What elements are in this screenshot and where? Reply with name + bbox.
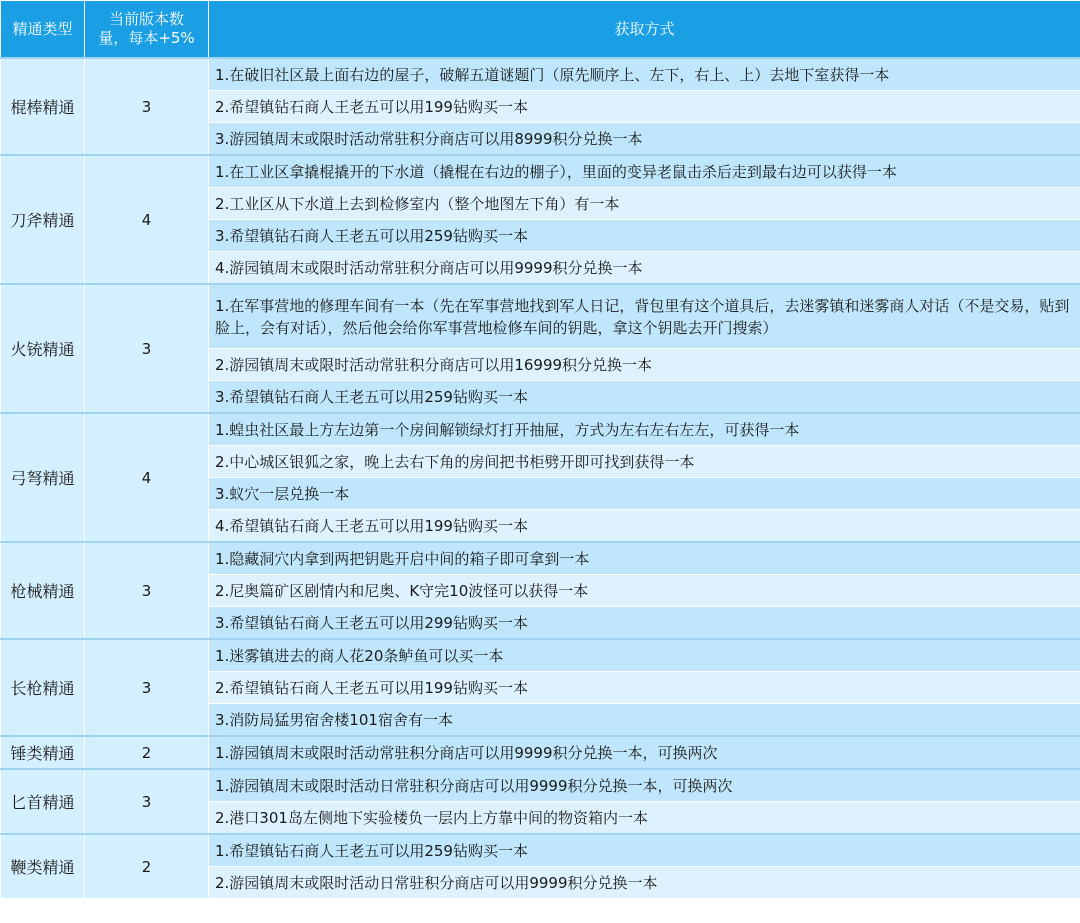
- acquire-method-cell: 3.希望镇钻石商人王老五可以用259钻购买一本: [209, 381, 1080, 414]
- mastery-count-cell: 3: [85, 284, 209, 413]
- acquire-method-cell: 3.希望镇钻石商人王老五可以用299钻购买一本: [209, 607, 1080, 640]
- table-body: [1, 58, 1080, 899]
- acquire-method-cell: 1.蝗虫社区最上方左边第一个房间解锁绿灯打开抽屉，方式为左右左右左左，可获得一本: [209, 413, 1080, 446]
- acquire-method-cell: 2.游园镇周末或限时活动日常驻积分商店可以用9999积分兑换一本: [209, 867, 1080, 899]
- header-count-line2: 量，每本+5%: [98, 29, 195, 47]
- mastery-type-cell: 棍棒精通: [1, 58, 85, 155]
- mastery-count-cell: 4: [85, 155, 209, 284]
- mastery-count-cell: 2: [85, 834, 209, 899]
- header-acquire-method: 获取方式: [209, 1, 1080, 59]
- mastery-count-cell: 4: [85, 413, 209, 542]
- mastery-type-cell: 锤类精通: [1, 736, 85, 769]
- acquire-method-cell: 1.在军事营地的修理车间有一本（先在军事营地找到军人日记，背包里有这个道具后，去迷雾镇和迷雾商人对话（不是交易，贴到脸上，会有对话），然后他会给你军事营地检修车间的钥匙，拿这个钥匙去开门搜索）: [209, 284, 1080, 349]
- acquire-method-cell: 4.游园镇周末或限时活动常驻积分商店可以用9999积分兑换一本: [209, 252, 1080, 285]
- acquire-method-cell: 1.隐藏洞穴内拿到两把钥匙开启中间的箱子即可拿到一本: [209, 542, 1080, 575]
- acquire-method-cell: 2.尼奥篇矿区剧情内和尼奥、K守完10波怪可以获得一本: [209, 575, 1080, 607]
- acquire-method-cell: 1.在破旧社区最上面右边的屋子，破解五道谜题门（原先顺序上、左下，右上、上）去地下室获得一本: [209, 58, 1080, 91]
- mastery-type-cell: 枪械精通: [1, 542, 85, 639]
- table-header-row: [1, 1, 1080, 59]
- mastery-count-cell: 3: [85, 542, 209, 639]
- acquire-method-cell: 2.工业区从下水道上去到检修室内（整个地图左下角）有一本: [209, 188, 1080, 220]
- acquire-method-cell: 2.港口301岛左侧地下实验楼负一层内上方靠中间的物资箱内一本: [209, 802, 1080, 835]
- mastery-type-cell: 弓弩精通: [1, 413, 85, 542]
- acquire-method-cell: 2.游园镇周末或限时活动常驻积分商店可以用16999积分兑换一本: [209, 349, 1080, 381]
- mastery-count-cell: 2: [85, 736, 209, 769]
- mastery-type-cell: 长枪精通: [1, 639, 85, 736]
- header-current-count: [85, 1, 209, 59]
- acquire-method-cell: 3.消防局猛男宿舍楼101宿舍有一本: [209, 704, 1080, 737]
- mastery-type-cell: 火铳精通: [1, 284, 85, 413]
- table-row: [1, 769, 1080, 802]
- table-row: [1, 736, 1080, 769]
- acquire-method-cell: 1.游园镇周末或限时活动日常驻积分商店可以用9999积分兑换一本，可换两次: [209, 769, 1080, 802]
- acquire-method-cell: 1.游园镇周末或限时活动常驻积分商店可以用9999积分兑换一本，可换两次: [209, 736, 1080, 769]
- table-row: [1, 413, 1080, 446]
- acquire-method-cell: 1.迷雾镇进去的商人花20条鲈鱼可以买一本: [209, 639, 1080, 672]
- acquire-method-cell: 1.希望镇钻石商人王老五可以用259钻购买一本: [209, 834, 1080, 867]
- table-row: [1, 58, 1080, 91]
- table-row: [1, 639, 1080, 672]
- mastery-count-cell: 3: [85, 639, 209, 736]
- acquire-method-cell: 3.希望镇钻石商人王老五可以用259钻购买一本: [209, 220, 1080, 252]
- mastery-type-cell: 刀斧精通: [1, 155, 85, 284]
- table-row: [1, 542, 1080, 575]
- mastery-count-cell: 3: [85, 769, 209, 834]
- acquire-method-cell: 2.希望镇钻石商人王老五可以用199钻购买一本: [209, 672, 1080, 704]
- acquire-method-cell: 4.希望镇钻石商人王老五可以用199钻购买一本: [209, 510, 1080, 543]
- acquire-method-cell: 3.蚁穴一层兑换一本: [209, 478, 1080, 510]
- header-count-line1: 当前版本数: [108, 10, 184, 28]
- table-row: [1, 284, 1080, 349]
- mastery-type-cell: 匕首精通: [1, 769, 85, 834]
- header-mastery-type: 精通类型: [1, 1, 85, 59]
- acquire-method-cell: 2.希望镇钻石商人王老五可以用199钻购买一本: [209, 91, 1080, 123]
- acquire-method-cell: 2.中心城区银狐之家，晚上去右下角的房间把书柜劈开即可找到获得一本: [209, 446, 1080, 478]
- acquire-method-cell: 3.游园镇周末或限时活动常驻积分商店可以用8999积分兑换一本: [209, 123, 1080, 156]
- acquire-method-cell: 1.在工业区拿撬棍撬开的下水道（撬棍在右边的棚子），里面的变异老鼠击杀后走到最右边可以获得一本: [209, 155, 1080, 188]
- table-row: [1, 834, 1080, 867]
- table-row: [1, 155, 1080, 188]
- mastery-type-cell: 鞭类精通: [1, 834, 85, 899]
- mastery-count-cell: 3: [85, 58, 209, 155]
